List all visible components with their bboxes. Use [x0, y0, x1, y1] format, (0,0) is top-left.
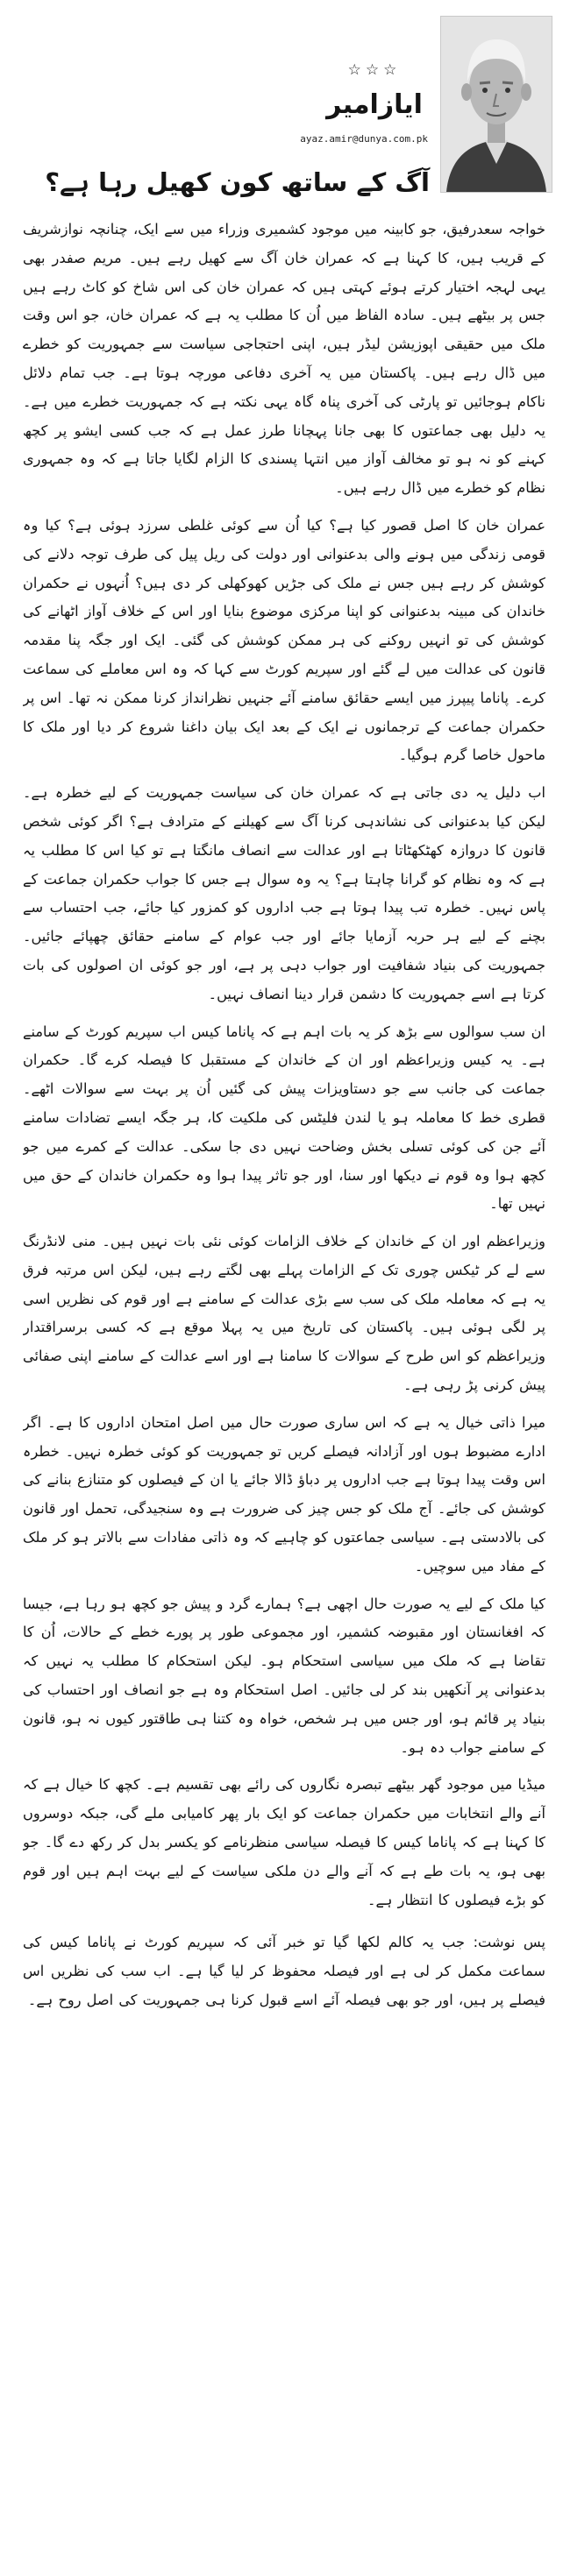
body-paragraph: عمران خان کا اصل قصور کیا ہے؟ کیا اُن سے کوئی غلطی سرزد ہوئی ہے؟ کیا وہ قومی زندگی میں ہونے والی بدعنوانی اور دولت کی ریل پیل کی طرف توجہ دلانے کی کوشش کر رہے ہیں جس نے ملک کی جڑیں کھوکھلی کر دی ہیں؟ اُنہوں نے حکمران خاندان کی مبینہ بدعنوانی کو اپنا مرکزی موضوع بنایا اور اس کے خلاف آواز اٹھانے کی کوشش کی تو انہیں روکنے کی ہر ممکن کوشش کی گئی۔ ایک اور جگہ پنا مقدمہ قانون کی عدالت میں لے گئے اور سپریم کورٹ سے کہا کہ وہ اس معاملے کی سماعت کرے۔ پاناما پیپرز میں ایسے حقائق سامنے آئے جنہیں نظرانداز کرنا ممکن نہ تھا۔ اس پر حکمران جماعت کے ترجمانوں نے ایک کے بعد ایک بیان داغنا شروع کر دیا اور ملک کا ماحول خاصا گرم ہوگیا۔: [23, 516, 545, 764]
star-rating-icons: ☆☆☆: [347, 61, 402, 79]
column-header: [0, 0, 570, 226]
postscript-paragraph: پس نوشت: جب یہ کالم لکھا گیا تو خبر آئی کہ سپریم کورٹ نے پاناما کیس کی سماعت مکمل کر لی ہے اور فیصلہ محفوظ کر لیا گیا ہے۔ اب سب کی نظریں اس فیصلے پر ہیں، اور جو بھی فیصلہ آئے اسے قبول کرنا ہی جمہوریت کی اصل روح ہے۔: [23, 1934, 545, 2009]
body-paragraph: اب دلیل یہ دی جاتی ہے کہ عمران خان کی سیاست جمہوریت کے لیے خطرہ ہے۔ لیکن کیا بدعنوانی کی نشاندہی کرنا آگ سے کھیلنے کے مترادف ہے؟ اگر کوئی شخص قانون کا دروازہ کھٹکھٹاتا ہے اور عدالت سے انصاف مانگتا ہے تو کیا اس کا مطلب یہ ہے کہ وہ نظام کو گرانا چاہتا ہے؟ یہ وہ سوال ہے جس کا جواب حکمران جماعت کے پاس نہیں۔ خطرہ تب پیدا ہوتا ہے جب اداروں کو کمزور کیا جائے، جب احتساب سے بچنے کے لیے ہر حربہ آزمایا جائے اور جب عوام کے سامنے حقائق چھپائے جائیں۔ جمہوریت کی بنیاد شفافیت اور جواب دہی پر ہے، اور جو کوئی ان اصولوں کی بات کرتا ہے اسے جمہوریت کا دشمن قرار دینا انصاف نہیں۔: [23, 784, 545, 1002]
author-portrait-image: [441, 17, 552, 192]
body-paragraph: میرا ذاتی خیال یہ ہے کہ اس ساری صورت حال میں اصل امتحان اداروں کا ہے۔ اگر ادارے مضبوط ہوں اور آزادانہ فیصلے کریں تو جمہوریت کو کوئی خطرہ نہیں۔ خطرہ اس وقت پیدا ہوتا ہے جب اداروں پر دباؤ ڈالا جائے یا ان کے فیصلوں کو متنازع بنانے کی کوشش کی جائے۔ آج ملک کو جس چیز کی ضرورت ہے وہ سنجیدگی، تحمل اور قانون کی بالادستی ہے۔ سیاسی جماعتوں کو چاہیے کہ وہ ذاتی مفادات سے بالاتر ہو کر ملک کے مفاد میں سوچیں۔: [23, 1413, 545, 1575]
body-paragraph: ان سب سوالوں سے بڑھ کر یہ بات اہم ہے کہ پاناما کیس اب سپریم کورٹ کے سامنے ہے۔ یہ کیس وزیراعظم اور ان کے خاندان کے مستقبل کا فیصلہ کرے گا۔ حکمران جماعت کی جانب سے جو دستاویزات پیش کی گئیں اُن پر بہت سے سوالات اٹھے۔ قطری خط کا معاملہ ہو یا لندن فلیٹس کی ملکیت کا، ہر جگہ ایسے تضادات سامنے آئے جن کی کوئی تسلی بخش وضاحت نہیں دی جا سکی۔ عدالت کے کمرے میں جو کچھ ہوا وہ قوم نے دیکھا اور سنا، اور جو تاثر پیدا ہوا وہ حکمران خاندان کے حق میں نہیں تھا۔: [23, 1023, 545, 1213]
author-name: ایازامیر: [326, 89, 423, 120]
body-paragraph: کیا ملک کے لیے یہ صورت حال اچھی ہے؟ ہمارے گرد و پیش جو کچھ ہو رہا ہے، جیسا کہ افغانستان اور مقبوضہ کشمیر، اور مجموعی طور پر پورے خطے کے حالات، اُن کا تقاضا ہے کہ ملک میں سیاسی استحکام ہو۔ لیکن استحکام کا مطلب یہ نہیں کہ بدعنوانی پر آنکھیں بند کر لی جائیں۔ اصل استحکام وہ ہے جو انصاف اور احتساب کی بنیاد پر قائم ہو، اور جس میں ہر شخص، خواہ وہ کتنا ہی طاقتور کیوں نہ ہو، قانون کے سامنے جواب دہ ہو۔: [23, 1595, 545, 1756]
column-headline: آگ کے ساتھ کون کھیل رہا ہے؟: [45, 167, 430, 197]
body-paragraph: وزیراعظم اور ان کے خاندان کے خلاف الزامات کوئی نئی بات نہیں ہیں۔ منی لانڈرنگ سے لے کر ٹیکس چوری تک کے الزامات پہلے بھی لگتے رہے ہیں، لیکن اس مرتبہ فرق یہ ہے کہ معاملہ ملک کی سب سے بڑی عدالت کے سامنے ہے اور قوم کی نظریں اسی پر لگی ہوئی ہیں۔ پاکستان کی تاریخ میں یہ پہلا موقع ہے کہ کسی برسراقتدار وزیراعظم کو اس طرح کے سوالات کا سامنا ہے اور اسے عدالت کے سامنے اپنی صفائی پیش کرنی پڑ رہی ہے۔: [23, 1233, 545, 1394]
body-paragraph: میڈیا میں موجود گھر بیٹھے تبصرہ نگاروں کی رائے بھی تقسیم ہے۔ کچھ کا خیال ہے کہ آنے والے انتخابات میں حکمران جماعت کو ایک بار پھر کامیابی ملے گی، جبکہ دوسروں کا کہنا ہے کہ پاناما کیس کا فیصلہ سیاسی منظرنامے کو یکسر بدل کر رکھ دے گا۔ جو بھی ہو، یہ بات طے ہے کہ آنے والے دن ملکی سیاست کے لیے بہت اہم ہیں اور قوم کو بڑے فیصلوں کا انتظار ہے۔: [23, 1776, 545, 1908]
author-email: ayaz.amir@dunya.com.pk: [300, 133, 428, 145]
body-paragraph: خواجہ سعدرفیق، جو کابینہ میں موجود کشمیری وزراء میں سے ایک، چنانچہ نوازشریف کے قریب ہیں، کا کہنا ہے کہ عمران خان آگ سے کھیل رہے ہیں۔ مریم صفدر بھی یہی لہجہ اختیار کرتے ہوئے کہتی ہیں کہ عمران خان کی اس شاخ کو کاٹ رہے ہیں جس پر بیٹھے ہیں۔ سادہ الفاظ میں اُن کا مطلب یہ ہے کہ عمران خان، جو اس وقت ملک میں حقیقی اپوزیشن لیڈر ہیں، اپنی احتجاجی سیاست سے جمہوریت کو خطرے میں ڈال رہے ہیں۔ پاکستان میں یہ آخری دفاعی مورچہ ہوتا ہے۔ جب تمام دلائل ناکام ہوجائیں تو پارٹی کی آخری پناہ گاہ یہی نکتہ ہے کہ جمہوریت خطرے میں ہے۔ یہ دلیل بھی جماعتوں کا بھی جانا پہچانا طرز عمل ہے کہ جب کسی ایشو پر کچھ کہنے کو نہ ہو تو مخالف آواز میں انتہا پسندی کا الزام لگایا جاتا ہے کہ وہ جمہوری نظام کو خطرے میں ڈال رہے ہیں۔: [23, 221, 545, 497]
column-body: [23, 216, 545, 2562]
author-portrait: [440, 16, 552, 193]
